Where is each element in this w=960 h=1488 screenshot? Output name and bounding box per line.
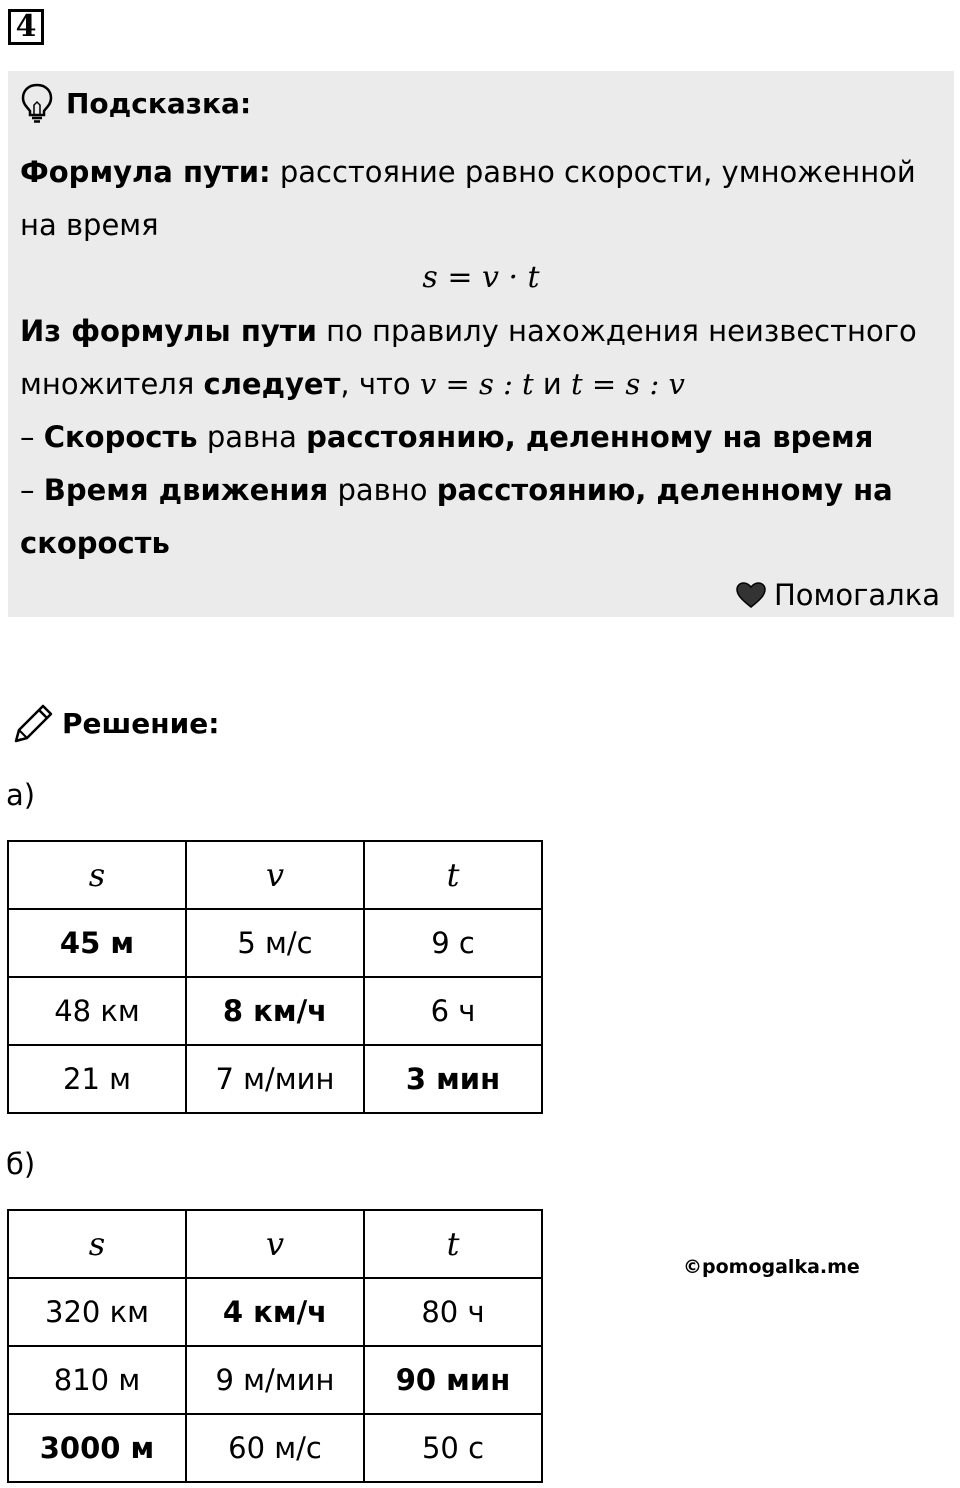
path-formula-label: Формула пути:	[20, 155, 271, 189]
heart-icon	[736, 582, 766, 608]
table-header-row	[8, 841, 542, 909]
table-row	[8, 1346, 542, 1414]
pencil-icon	[10, 701, 56, 745]
table-cell: 5 м/с	[186, 909, 364, 977]
time-formula: t = s : v	[571, 367, 685, 401]
hint-bold-text: Из формулы пути	[20, 314, 317, 348]
dash: –	[20, 420, 44, 454]
table-cell-answer: 90 мин	[364, 1346, 542, 1414]
header-speed: v	[186, 1210, 364, 1278]
table-row	[8, 1278, 542, 1346]
hint-line-5	[20, 419, 873, 455]
header-time: t	[364, 841, 542, 909]
hint-line-3	[20, 313, 917, 349]
table-cell: 9 м/мин	[186, 1346, 364, 1414]
hint-text: по правилу нахождения неизвестного	[316, 314, 917, 348]
table-row	[8, 1414, 542, 1482]
solution-title: Решение:	[62, 706, 220, 740]
copyright-watermark: ©pomogalka.me	[683, 1256, 860, 1278]
table-cell-answer: 3000 м	[8, 1414, 186, 1482]
table-cell: 50 с	[364, 1414, 542, 1482]
hint-text: расстояние равно скорости, умноженной	[270, 155, 916, 189]
table-row	[8, 1045, 542, 1113]
main-formula: s = v · t	[422, 260, 540, 295]
table-header-row	[8, 1210, 542, 1278]
hint-header	[20, 81, 251, 125]
table-cell: 9 с	[364, 909, 542, 977]
hint-line-4	[20, 366, 685, 402]
header-speed: v	[186, 841, 364, 909]
hint-text: на время	[20, 208, 159, 242]
hint-text: , что	[340, 367, 420, 401]
table-a	[7, 840, 543, 1114]
table-cell: 48 км	[8, 977, 186, 1045]
table-cell: 60 м/с	[186, 1414, 364, 1482]
solution-header	[10, 700, 219, 746]
header-time: t	[364, 1210, 542, 1278]
table-cell: 6 ч	[364, 977, 542, 1045]
hint-text: равна	[197, 420, 307, 454]
dash: –	[20, 473, 44, 507]
part-b-label: б)	[6, 1147, 36, 1181]
hint-bold-text: скорость	[20, 526, 170, 560]
brand-signature	[736, 577, 940, 613]
hint-text: равно	[328, 473, 437, 507]
part-a-label: а)	[6, 778, 36, 812]
hint-bold-text: расстоянию, деленному на время	[306, 420, 874, 454]
hint-bold-text: следует	[203, 367, 341, 401]
hint-line-1	[20, 154, 916, 190]
table-row	[8, 977, 542, 1045]
table-cell-answer: 3 мин	[364, 1045, 542, 1113]
table-cell-answer: 4 км/ч	[186, 1278, 364, 1346]
header-distance: s	[8, 841, 186, 909]
task-number: 4	[8, 9, 44, 45]
hint-text: множителя	[20, 367, 204, 401]
table-cell: 7 м/мин	[186, 1045, 364, 1113]
hint-bold-text: расстоянию, деленному на	[436, 473, 893, 507]
header-distance: s	[8, 1210, 186, 1278]
speed-formula: v = s : t	[419, 367, 534, 401]
table-cell: 80 ч	[364, 1278, 542, 1346]
brand-name: Помогалка	[774, 578, 940, 612]
hint-box	[8, 71, 954, 617]
hint-text: и	[533, 367, 572, 401]
table-cell-answer: 8 км/ч	[186, 977, 364, 1045]
table-cell: 320 км	[8, 1278, 186, 1346]
table-b	[7, 1209, 543, 1483]
hint-title: Подсказка:	[66, 86, 252, 120]
table-cell: 810 м	[8, 1346, 186, 1414]
table-row	[8, 909, 542, 977]
hint-line-7	[20, 525, 170, 561]
hint-line-6	[20, 472, 893, 508]
hint-line-2	[20, 207, 159, 243]
hint-bold-text: Скорость	[43, 420, 198, 454]
hint-bold-text: Время движения	[43, 473, 329, 507]
table-cell: 21 м	[8, 1045, 186, 1113]
lightbulb-icon	[20, 83, 54, 123]
table-cell-answer: 45 м	[8, 909, 186, 977]
